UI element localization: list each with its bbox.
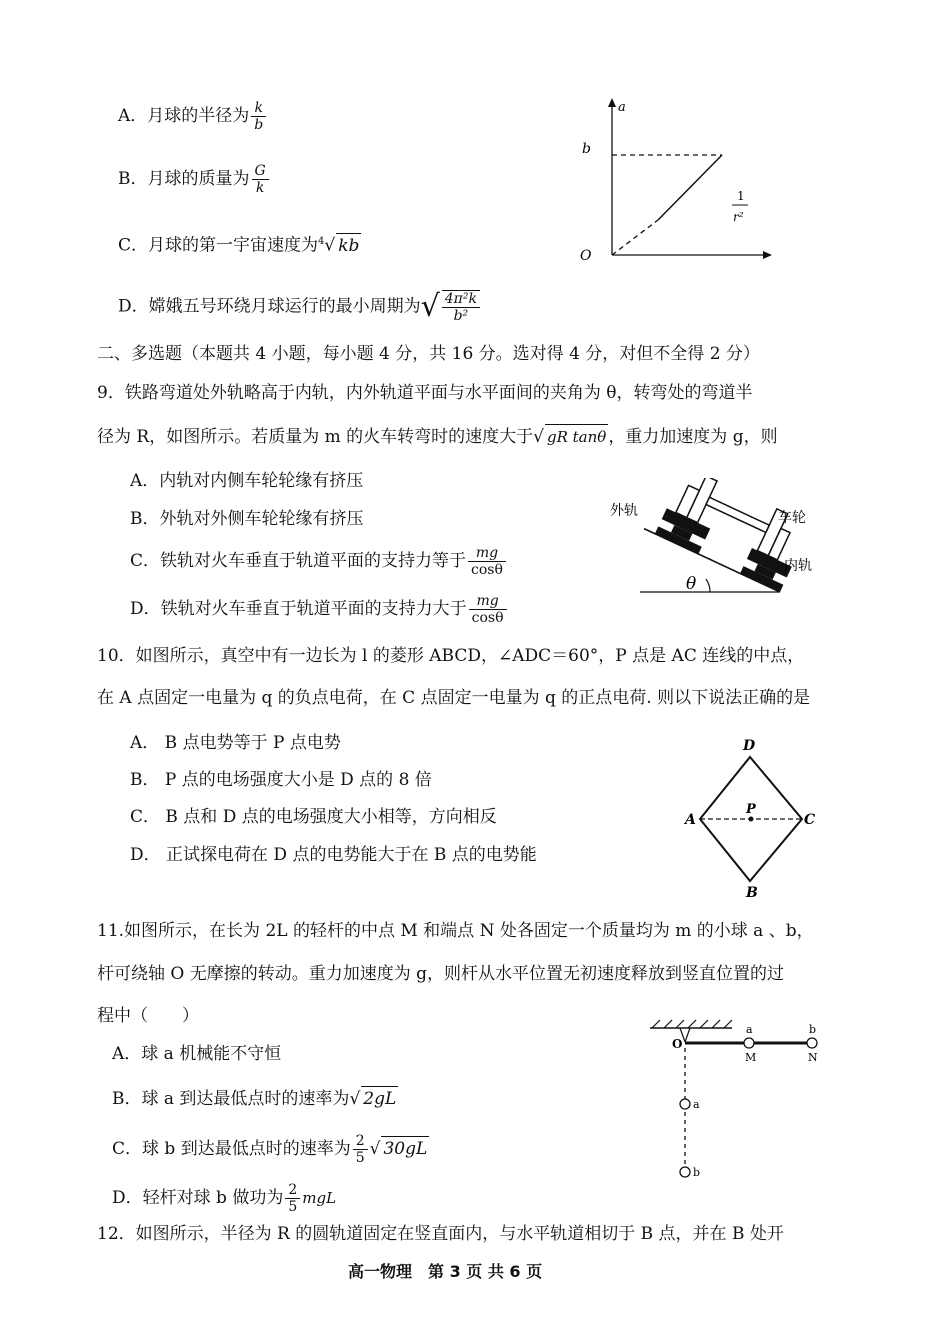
q11-option-c-fraction (353, 1133, 368, 1166)
q11-line-3: 程中（ ） (97, 1006, 199, 1026)
label-a-vertical: a (693, 1098, 700, 1111)
q11-line-1: 11.如图所示，在长为 2L 的轻杆的中点 M 和端点 N 处各固定一个质量均为 m 的小球 a 、b， (97, 921, 814, 941)
q11-rod-figure (640, 1018, 840, 1190)
label-m: M (745, 1051, 757, 1064)
radical-icon: √ (324, 235, 336, 256)
q8-option-c-text: C．月球的第一宇宙速度为 (118, 235, 319, 256)
q9-figure (600, 478, 830, 600)
q9-line-2-text: 径为 R，如图所示。若质量为 m 的火车转弯时的速度大于 (97, 427, 534, 447)
radical-icon: √ (533, 427, 544, 447)
q9-line-2 (97, 424, 778, 449)
q8-option-a-fraction (251, 100, 266, 133)
q11-option-a: A．球 a 机械能不守恒 (112, 1044, 282, 1064)
frac-denominator: b (254, 117, 264, 133)
q11-option-d-fraction (285, 1182, 300, 1215)
q10-rhombus-figure (680, 735, 830, 907)
x-axis-arrow-icon (763, 251, 772, 259)
dashed-line-start (612, 220, 658, 255)
frac-numerator: mg (469, 593, 507, 610)
root-index: 4 (318, 236, 325, 247)
q11-line-2: 杆可绕轴 O 无摩擦的转动。重力加速度为 g，则杆从水平位置无初速度释放到竖直位置的过 (97, 964, 785, 984)
q8-option-b (118, 163, 271, 196)
q12-line-1: 12．如图所示，半径为 R 的圆轨道固定在竖直面内，与水平轨道相切于 B 点，并在 B 处开 (97, 1224, 784, 1244)
y-axis-label: a (618, 100, 626, 115)
q11-option-b-radicand: 2gL (361, 1086, 398, 1111)
q9-option-d (130, 593, 509, 626)
point-p (749, 817, 754, 822)
ball-a-vertical (680, 1099, 690, 1109)
radical-icon: √ (420, 289, 440, 324)
origin-label: O (580, 248, 592, 264)
q10-option-c: C． B 点和 D 点的电场强度大小相等，方向相反 (130, 807, 497, 827)
radicand: kb (336, 233, 361, 258)
q8-option-b-fraction (252, 163, 269, 196)
q8-option-b-text: B．月球的质量为 (118, 169, 250, 189)
label-c: C (804, 812, 816, 828)
page-footer: 高一物理 第 3 页 共 6 页 (348, 1262, 543, 1281)
q9-option-d-text: D．铁轨对火车垂直于轨道平面的支持力大于 (130, 599, 467, 619)
q9-line-2-end: ，重力加速度为 g，则 (608, 427, 778, 447)
frac-denominator: 5 (288, 1199, 298, 1215)
outer-rail-label: 外轨 (610, 503, 638, 519)
q9-option-c (130, 545, 508, 578)
q10-line-1: 10．如图所示，真空中有一边长为 l 的菱形 ABCD，∠ADC＝60°，P 点是 AC 连线的中点， (97, 646, 805, 666)
frac-denominator: b² (453, 308, 469, 324)
x-label-numerator: 1 (737, 189, 745, 203)
frac-numerator: G (252, 163, 269, 180)
ball-b-horizontal (807, 1038, 817, 1048)
ball-b-vertical (680, 1167, 690, 1177)
q10-option-a: A． B 点电势等于 P 点电势 (130, 733, 341, 753)
radical-icon: √ (349, 1089, 361, 1109)
graph-line (658, 155, 722, 220)
q8-option-d (118, 290, 482, 324)
pivot-support-right (685, 1028, 690, 1042)
q11-option-b (112, 1086, 398, 1111)
q9-speed-radicand: gR tanθ (545, 424, 608, 449)
frac-denominator: cosθ (471, 562, 503, 578)
q10-line-2: 在 A 点固定一电量为 q 的负点电荷，在 C 点固定一电量为 q 的正点电荷. 则以下说法正确的是 (97, 688, 811, 708)
ball-a-horizontal (744, 1038, 754, 1048)
wheel-label: 车轮 (778, 510, 806, 526)
q8-option-a (118, 100, 268, 133)
q11-option-c (112, 1133, 429, 1166)
q11-option-d (112, 1182, 336, 1215)
b-label: b (582, 141, 591, 157)
y-axis-arrow-icon (608, 98, 616, 107)
q8-option-d-text: D．嫦娥五号环绕月球运行的最小周期为 (118, 296, 421, 317)
frac-numerator: mg (468, 545, 506, 562)
q8-option-a-text: A．月球的半径为 (118, 106, 250, 126)
q9-option-a: A．内轨对内侧车轮轮缘有挤压 (130, 471, 364, 491)
q8-option-d-fraction (442, 290, 480, 324)
q11-option-d-text: D．轻杆对球 b 做功为 (112, 1188, 284, 1208)
label-b-vertical: b (693, 1166, 701, 1179)
theta-label: θ (686, 574, 697, 594)
track-assembly (644, 478, 811, 592)
frac-numerator: 2 (353, 1133, 368, 1150)
radical-icon: √ (369, 1139, 381, 1159)
q11-option-d-suffix: mgL (302, 1189, 337, 1207)
label-n: N (808, 1051, 818, 1064)
frac-denominator: cosθ (471, 610, 504, 626)
q8-option-c (118, 230, 361, 258)
frac-numerator: 2 (285, 1182, 300, 1199)
q9-option-d-fraction (469, 593, 507, 626)
label-d: D (743, 738, 756, 754)
label-o: O (672, 1037, 683, 1051)
ceiling-hatch (652, 1020, 732, 1028)
frac-denominator: 5 (355, 1150, 365, 1166)
q9-option-c-fraction (468, 545, 506, 578)
frac-numerator: 4π²k (442, 291, 480, 308)
label-b: B (746, 885, 758, 901)
section-heading: 二、多选题（本题共 4 小题，每小题 4 分，共 16 分。选对得 4 分，对但不全得 2 分） (97, 344, 760, 364)
frac-numerator: k (251, 100, 266, 117)
label-a-horizontal: a (746, 1023, 753, 1036)
q9-option-b: B．外轨对外侧车轮轮缘有挤压 (130, 509, 364, 529)
q11-option-c-text: C．球 b 到达最低点时的速率为 (112, 1139, 351, 1159)
label-p: P (746, 802, 756, 817)
theta-arc (706, 579, 710, 592)
q10-option-d: D． 正试探电荷在 D 点的电势能大于在 B 点的电势能 (130, 845, 537, 865)
label-b-horizontal: b (809, 1023, 817, 1036)
q9-option-c-text: C．铁轨对火车垂直于轨道平面的支持力等于 (130, 551, 467, 571)
axle (706, 497, 769, 532)
x-label-denominator: r² (733, 210, 744, 224)
q8-graph (570, 95, 780, 270)
q11-option-c-radicand: 30gL (381, 1136, 429, 1161)
q10-option-b: B． P 点的电场强度大小是 D 点的 8 倍 (130, 770, 432, 790)
inner-rail-label: 内轨 (784, 558, 812, 574)
frac-denominator: k (255, 180, 265, 196)
q11-option-b-text: B．球 a 到达最低点时的速率为 (112, 1089, 350, 1109)
q9-line-1: 9．铁路弯道处外轨略高于内轨，内外轨道平面与水平面间的夹角为 θ，转弯处的弯道半 (97, 383, 753, 403)
label-a: A (685, 812, 696, 828)
